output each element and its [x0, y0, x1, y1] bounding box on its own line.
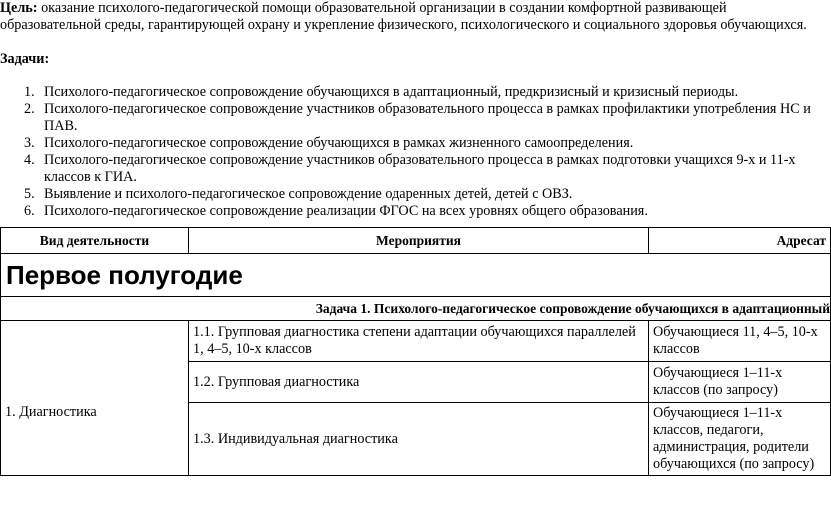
task-item	[0, 101, 812, 135]
task-number: 6.	[24, 203, 35, 219]
goal-paragraph	[0, 0, 812, 34]
header-target: Адресат	[649, 228, 831, 254]
plan-table	[0, 227, 831, 476]
task-text: Психолого-педагогическое сопровождение обучающихся в рамках жизненного самоопределения.	[44, 135, 634, 151]
table-header-row	[1, 228, 831, 254]
task-text: Психолого-педагогическое сопровождение реализации ФГОС на всех уровнях общего образования.	[44, 203, 648, 219]
header-activity: Вид деятельности	[1, 228, 189, 254]
task-number: 4.	[24, 152, 35, 168]
goal-label: Цель:	[0, 0, 38, 16]
target-cell: Обучающиеся 1–11-х классов, педагоги, администрация, родители обучающихся (по запросу)	[649, 403, 831, 476]
header-events: Мероприятия	[189, 228, 649, 254]
goal-text: оказание психолого-педагогической помощи образовательной организации в создании комфортной развивающей образовательной среды, гарантирующей охрану и укрепление физического, психологического и социального здоровья обучающихся.	[0, 0, 807, 33]
task-item	[0, 203, 812, 220]
task-text: Выявление и психолого-педагогическое сопровождение одаренных детей, детей с ОВЗ.	[44, 186, 573, 202]
task-row-title: Задача 1. Психолого-педагогическое сопровождение обучающихся в адаптационный	[1, 297, 831, 321]
target-cell: Обучающиеся 11, 4–5, 10-х классов	[649, 321, 831, 362]
task-text: Психолого-педагогическое сопровождение участников образовательного процесса в рамках подготовки учащихся 9-х и 11-х классов к ГИА.	[44, 152, 796, 185]
task-item	[0, 186, 812, 203]
table-row	[1, 321, 831, 362]
task-number: 3.	[24, 135, 35, 151]
activity-cell: 1. Диагностика	[1, 321, 189, 476]
event-cell: 1.1. Групповая диагностика степени адаптации обучающихся параллелей 1, 4–5, 10-х классов	[189, 321, 649, 362]
task-text: Психолого-педагогическое сопровождение участников образовательного процесса в рамках профилактики употребления НС и ПАВ.	[44, 101, 811, 134]
task-item	[0, 152, 812, 186]
task-number: 5.	[24, 186, 35, 202]
task-text: Психолого-педагогическое сопровождение обучающихся в адаптационный, предкризисный и кризисный периоды.	[44, 84, 739, 100]
half-year-title: Первое полугодие	[1, 254, 831, 297]
tasks-heading: Задачи:	[0, 51, 50, 67]
tasks-list	[0, 84, 812, 220]
task-number: 1.	[24, 84, 35, 100]
task-number: 2.	[24, 101, 35, 117]
event-cell: 1.2. Групповая диагностика	[189, 362, 649, 403]
event-cell: 1.3. Индивидуальная диагностика	[189, 403, 649, 476]
task-item	[0, 135, 812, 152]
task-item	[0, 84, 812, 101]
target-cell: Обучающиеся 1–11-х классов (по запросу)	[649, 362, 831, 403]
